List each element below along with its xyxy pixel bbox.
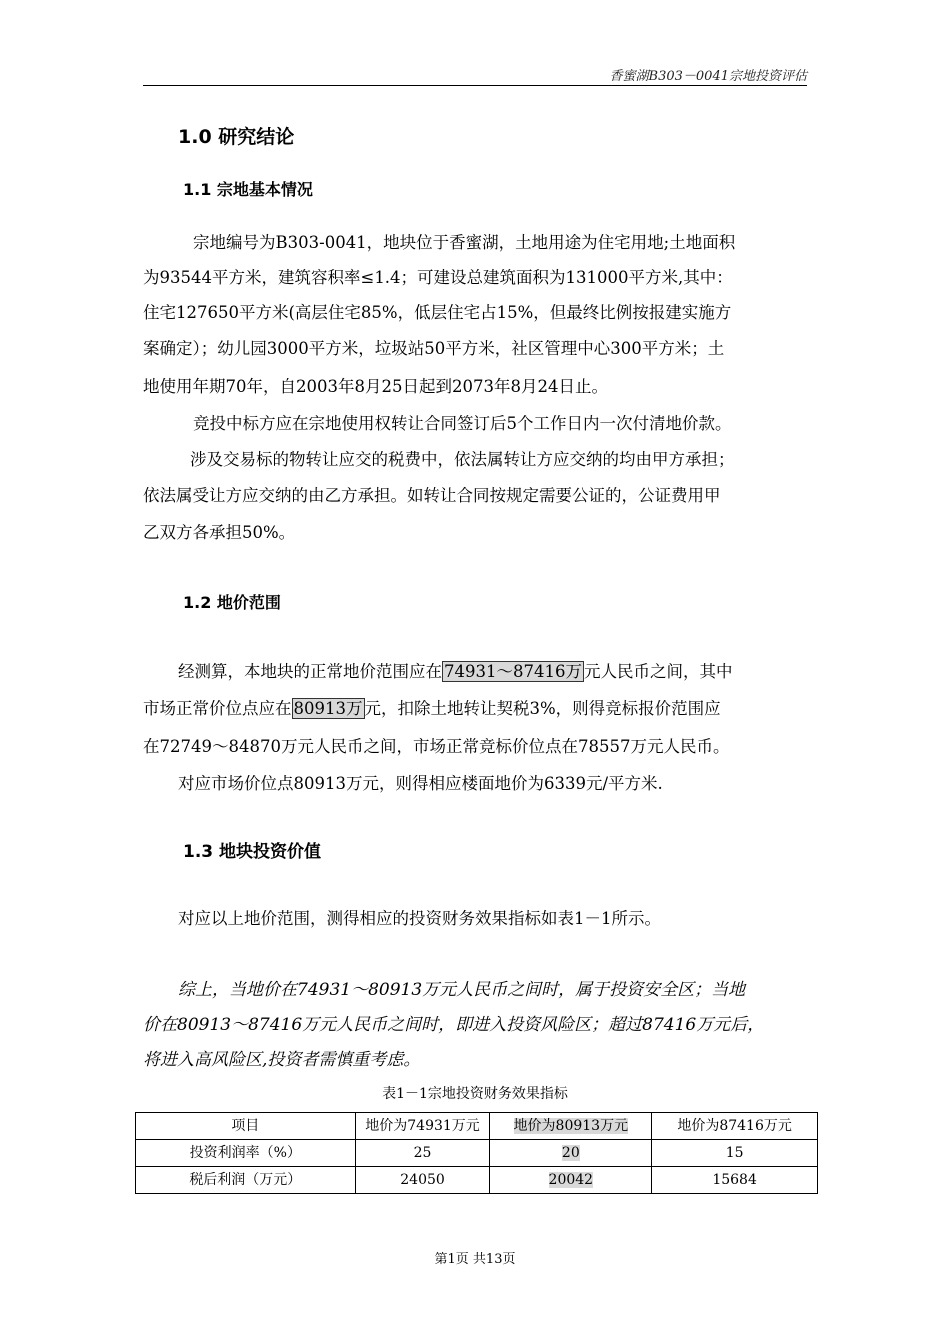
table-cell [490, 1167, 652, 1194]
highlighted-price-point: 80913万 [293, 699, 363, 718]
paragraph-line: 地使用年期70年，自2003年8月25日起到2073年8月24日止。 [143, 377, 608, 396]
table-cell: 24050 [355, 1167, 490, 1194]
table-cell: 25 [355, 1140, 490, 1167]
table-cell: 税后利润（万元） [136, 1167, 356, 1194]
highlighted-header: 地价为80913万元 [513, 1118, 629, 1134]
paragraph-line [178, 658, 732, 682]
paragraph-line: 宗地编号为B303-0041，地块位于香蜜湖，土地用途为住宅用地;土地面积 [193, 233, 736, 252]
italic-summary-line: 将进入高风险区,投资者需慎重考虑。 [143, 1050, 421, 1070]
paragraph-line: 依法属受让方应交纳的由乙方承担。如转让合同按规定需要公证的，公证费用甲 [143, 486, 721, 505]
paragraph-line: 住宅127650平方米(高层住宅85%，低层住宅占15%，但最终比例按报建实施方 [143, 303, 732, 322]
section-heading-1-2: 1.2 地价范围 [183, 593, 281, 612]
financial-indicators-table [135, 1112, 818, 1194]
table-caption: 表1－1宗地投资财务效果指标 [382, 1086, 568, 1102]
paragraph-line: 在72749～84870万元人民币之间，市场正常竞标价位点在78557万元人民币。 [143, 737, 730, 756]
highlighted-value: 20 [561, 1145, 580, 1161]
text-span: 市场正常价位点应在 [143, 699, 292, 718]
section-title-main: 1.0 研究结论 [178, 126, 295, 148]
table-header-cell: 地价为87416万元 [652, 1113, 818, 1140]
table-row [136, 1167, 818, 1194]
italic-summary-line: 价在80913～87416万元人民币之间时，即进入投资风险区；超过87416万元后， [143, 1015, 765, 1035]
table-header-cell: 地价为74931万元 [355, 1113, 490, 1140]
paragraph-line: 为93544平方米，建筑容积率≤1.4；可建设总建筑面积为131000平方米,其中： [143, 268, 733, 287]
text-span: 元，扣除土地转让契税3%，则得竞标报价范围应 [364, 699, 721, 718]
paragraph-line: 乙双方各承担50%。 [143, 523, 296, 542]
paragraph-line: 对应以上地价范围，测得相应的投资财务效果指标如表1－1所示。 [178, 909, 661, 928]
text-span: 经测算，本地块的正常地价范围应在 [178, 662, 442, 681]
paragraph-line [143, 695, 721, 719]
highlighted-price-range: 74931～87416万 [444, 662, 582, 681]
italic-summary-line: 综上，当地价在74931～80913万元人民币之间时，属于投资安全区；当地 [178, 980, 746, 1000]
table-header-cell: 项目 [136, 1113, 356, 1140]
paragraph-line: 竞投中标方应在宗地使用权转让合同签订后5个工作日内一次付清地价款。 [193, 414, 732, 433]
highlighted-value: 20042 [548, 1172, 594, 1188]
section-heading-1-3: 1.3 地块投资价值 [183, 842, 322, 862]
table-cell: 15 [652, 1140, 818, 1167]
paragraph-line: 案确定）；幼儿园3000平方米，垃圾站50平方米，社区管理中心300平方米；土 [143, 339, 725, 358]
text-span: 元人民币之间，其中 [583, 662, 733, 681]
paragraph-line: 对应市场价位点80913万元，则得相应楼面地价为6339元/平方米. [178, 774, 663, 793]
table-row [136, 1140, 818, 1167]
table-header-row [136, 1113, 818, 1140]
header-rule [143, 85, 807, 86]
page-footer: 第1页 共13页 [434, 1252, 516, 1267]
table-cell: 15684 [652, 1167, 818, 1194]
table-cell: 投资利润率（%） [136, 1140, 356, 1167]
section-heading-1-1: 1.1 宗地基本情况 [183, 180, 313, 199]
table-cell [490, 1140, 652, 1167]
table-header-cell [490, 1113, 652, 1140]
paragraph-line: 涉及交易标的物转让应交的税费中，依法属转让方应交纳的均由甲方承担； [190, 450, 735, 469]
running-header: 香蜜湖B303－0041宗地投资评估 [609, 69, 807, 84]
